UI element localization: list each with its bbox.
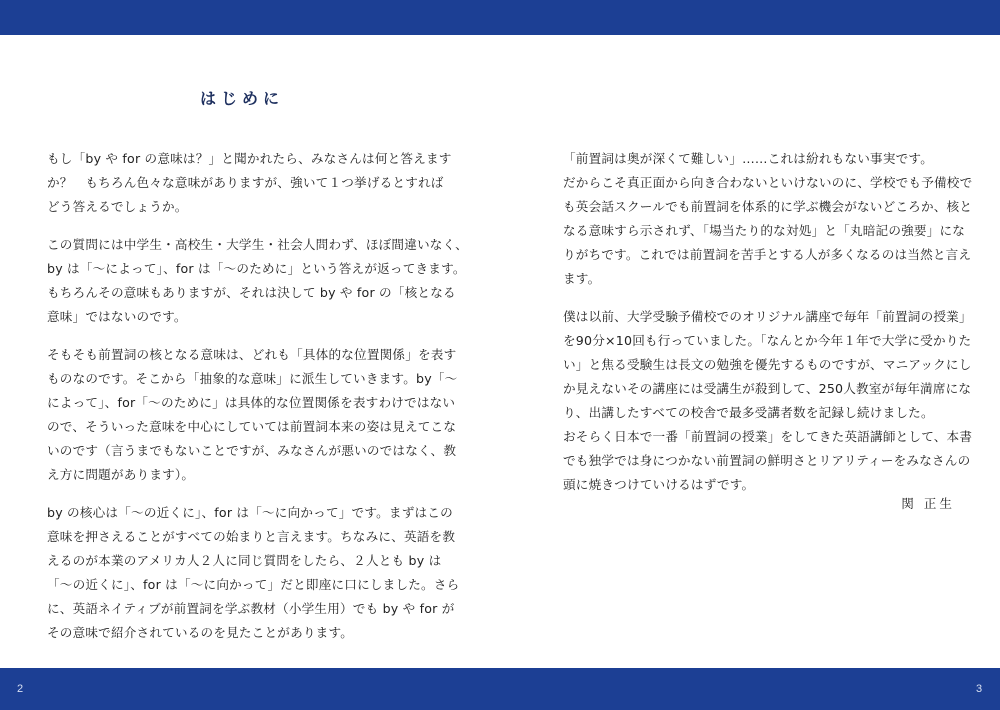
paragraph (563, 147, 973, 291)
text-line: そもそも前置詞の核となる意味は、どれも「具体的な位置関係」を表す (47, 347, 457, 362)
text-line: もちろんその意味もありますが、それは決して by や for の「核となる (47, 285, 456, 300)
header-band (0, 0, 1000, 35)
text-line: もし「by や for の意味は？」と聞かれたら、みなさんは何と答えます (47, 151, 452, 166)
paragraph (47, 501, 460, 645)
text-line: でも独学では身につかない前置詞の鮮明さとリアリティーをみなさんの (563, 453, 971, 468)
page-title: はじめに (200, 89, 285, 108)
text-line: ので、そういった意味を中心にしていては前置詞本来の姿は見えてこな (47, 419, 457, 434)
text-line: か？ もちろん色々な意味がありますが、強いて１つ挙げるとすれば (47, 175, 444, 190)
text-line: 僕は以前、大学受験予備校でのオリジナル講座で毎年「前置詞の授業」 (563, 309, 972, 324)
text-line: えるのが本業のアメリカ人２人に同じ質問をしたら、２人とも by は (47, 553, 442, 568)
text-line: も英会話スクールでも前置詞を体系的に学ぶ機会がないどころか、核と (563, 199, 973, 214)
text-line: ものなのです。そこから「抽象的な意味」に派生していきます。by「～ (47, 371, 458, 386)
paragraph (563, 305, 973, 497)
text-line: by は「～によって」、for は「～のために」という答えが返ってきます。 (47, 261, 466, 276)
text-line: おそらく日本で一番「前置詞の授業」をしてきた英語講師として、本書 (563, 429, 973, 444)
left-page-body (47, 147, 468, 659)
text-line: を90分×10回も行っていました。「なんとか今年１年で大学に受かりた (563, 333, 972, 348)
paragraph (47, 147, 452, 219)
page-number-right: 3 (976, 683, 983, 695)
text-line: え方に問題があります）。 (47, 467, 195, 482)
text-line: その意味で紹介されているのを見たことがあります。 (47, 625, 354, 640)
right-page-body (563, 147, 973, 511)
text-line: ます。 (563, 271, 601, 286)
footer-band (0, 668, 1000, 710)
text-line: りがちです。これでは前置詞を苦手とする人が多くなるのは当然と言え (563, 247, 972, 262)
page-number-left: 2 (17, 683, 24, 695)
author-signature: 関 正生 (901, 496, 955, 511)
text-line: どう答えるでしょうか。 (47, 199, 188, 214)
text-line: によって」、for「～のために」は具体的な位置関係を表すわけではない (47, 395, 456, 410)
text-line: 意味を押さえることがすべての始まりと言えます。ちなみに、英語を教 (47, 529, 456, 544)
text-line: に、英語ネイティブが前置詞を学ぶ教材（小学生用）でも by や for が (47, 601, 455, 616)
text-line: 「～の近くに」、for は「～に向かって」だと即座に口にしました。さら (47, 577, 460, 592)
text-line: いのです（言うまでもないことですが、みなさんが悪いのではなく、教 (47, 443, 457, 458)
text-line: この質問には中学生・高校生・大学生・社会人問わず、ほぼ間違いなく、 (47, 237, 468, 252)
text-line: 「前置詞は奥が深くて難しい」……これは紛れもない事実です。 (563, 151, 934, 166)
text-line: か見えないその講座には受講生が殺到して、250人教室が毎年満席にな (563, 381, 972, 396)
text-line: 頭に焼きつけていけるはずです。 (563, 477, 755, 492)
text-line: なる意味すら示されず、「場当たり的な対処」と「丸暗記の強要」にな (563, 223, 966, 238)
text-line: 意味」ではないのです。 (47, 309, 187, 324)
text-line: だからこそ真正面から向き合わないといけないのに、学校でも予備校で (563, 175, 973, 190)
paragraph (47, 343, 458, 487)
paragraph (47, 233, 468, 329)
text-line: い」と焦る受験生は長文の勉強を優先するものですが、マニアックにし (563, 357, 972, 372)
text-line: り、出講したすべての校舎で最多受講者数を記録し続けました。 (563, 405, 934, 420)
text-line: by の核心は「～の近くに」、for は「～に向かって」です。まずはこの (47, 505, 453, 520)
